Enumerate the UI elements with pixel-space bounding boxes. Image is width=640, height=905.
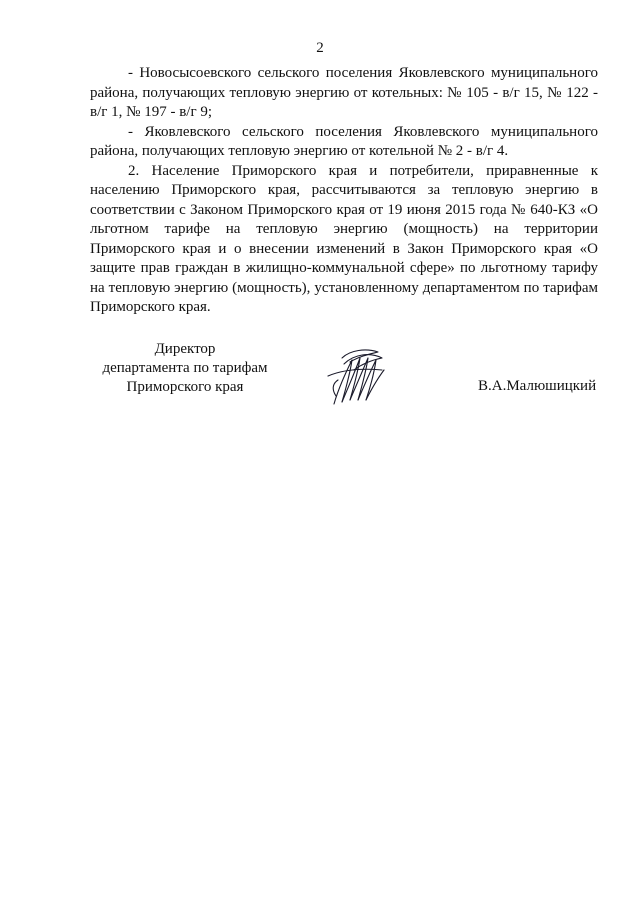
signer-name: В.А.Малюшицкий [478, 378, 597, 394]
signatory-title-line-2: департамента по тарифам [102, 360, 268, 376]
document-body [90, 64, 598, 318]
signatory-title-line-3: Приморского края [126, 379, 244, 395]
paragraph-novosysoevsk: - Новосысоевского сельского поселения Яковлевского муниципального района, получающих тепловую энергию от котельных: № 105 - в/г 15, № 122 - в/г 1, № 197 - в/г 9; [90, 65, 598, 120]
paragraph-yakovlevsk: - Яковлевского сельского поселения Яковлевского муниципального района, получающих тепловую энергию от котельной № 2 - в/г 4. [90, 123, 598, 159]
signature-icon [320, 340, 392, 412]
signatory-title [90, 340, 280, 397]
signatory-title-line-1: Директор [154, 341, 216, 357]
page-number: 2 [316, 40, 324, 56]
paragraph-population-tariff: 2. Население Приморского края и потребители, приравненные к населению Приморского края, рассчитываются за тепловую энергию в соответствии с Законом Приморского края от 19 июня 2015 года № 640-КЗ «О льготном тарифе на тепловую энергию (мощность) на территории Приморского края и о внесении изменений в Закон Приморского края «О защите прав граждан в жилищно-коммунальной сфере» по льготному тарифу на тепловую энергию (мощность), установленному департаментом по тарифам Приморского края. [90, 162, 598, 315]
